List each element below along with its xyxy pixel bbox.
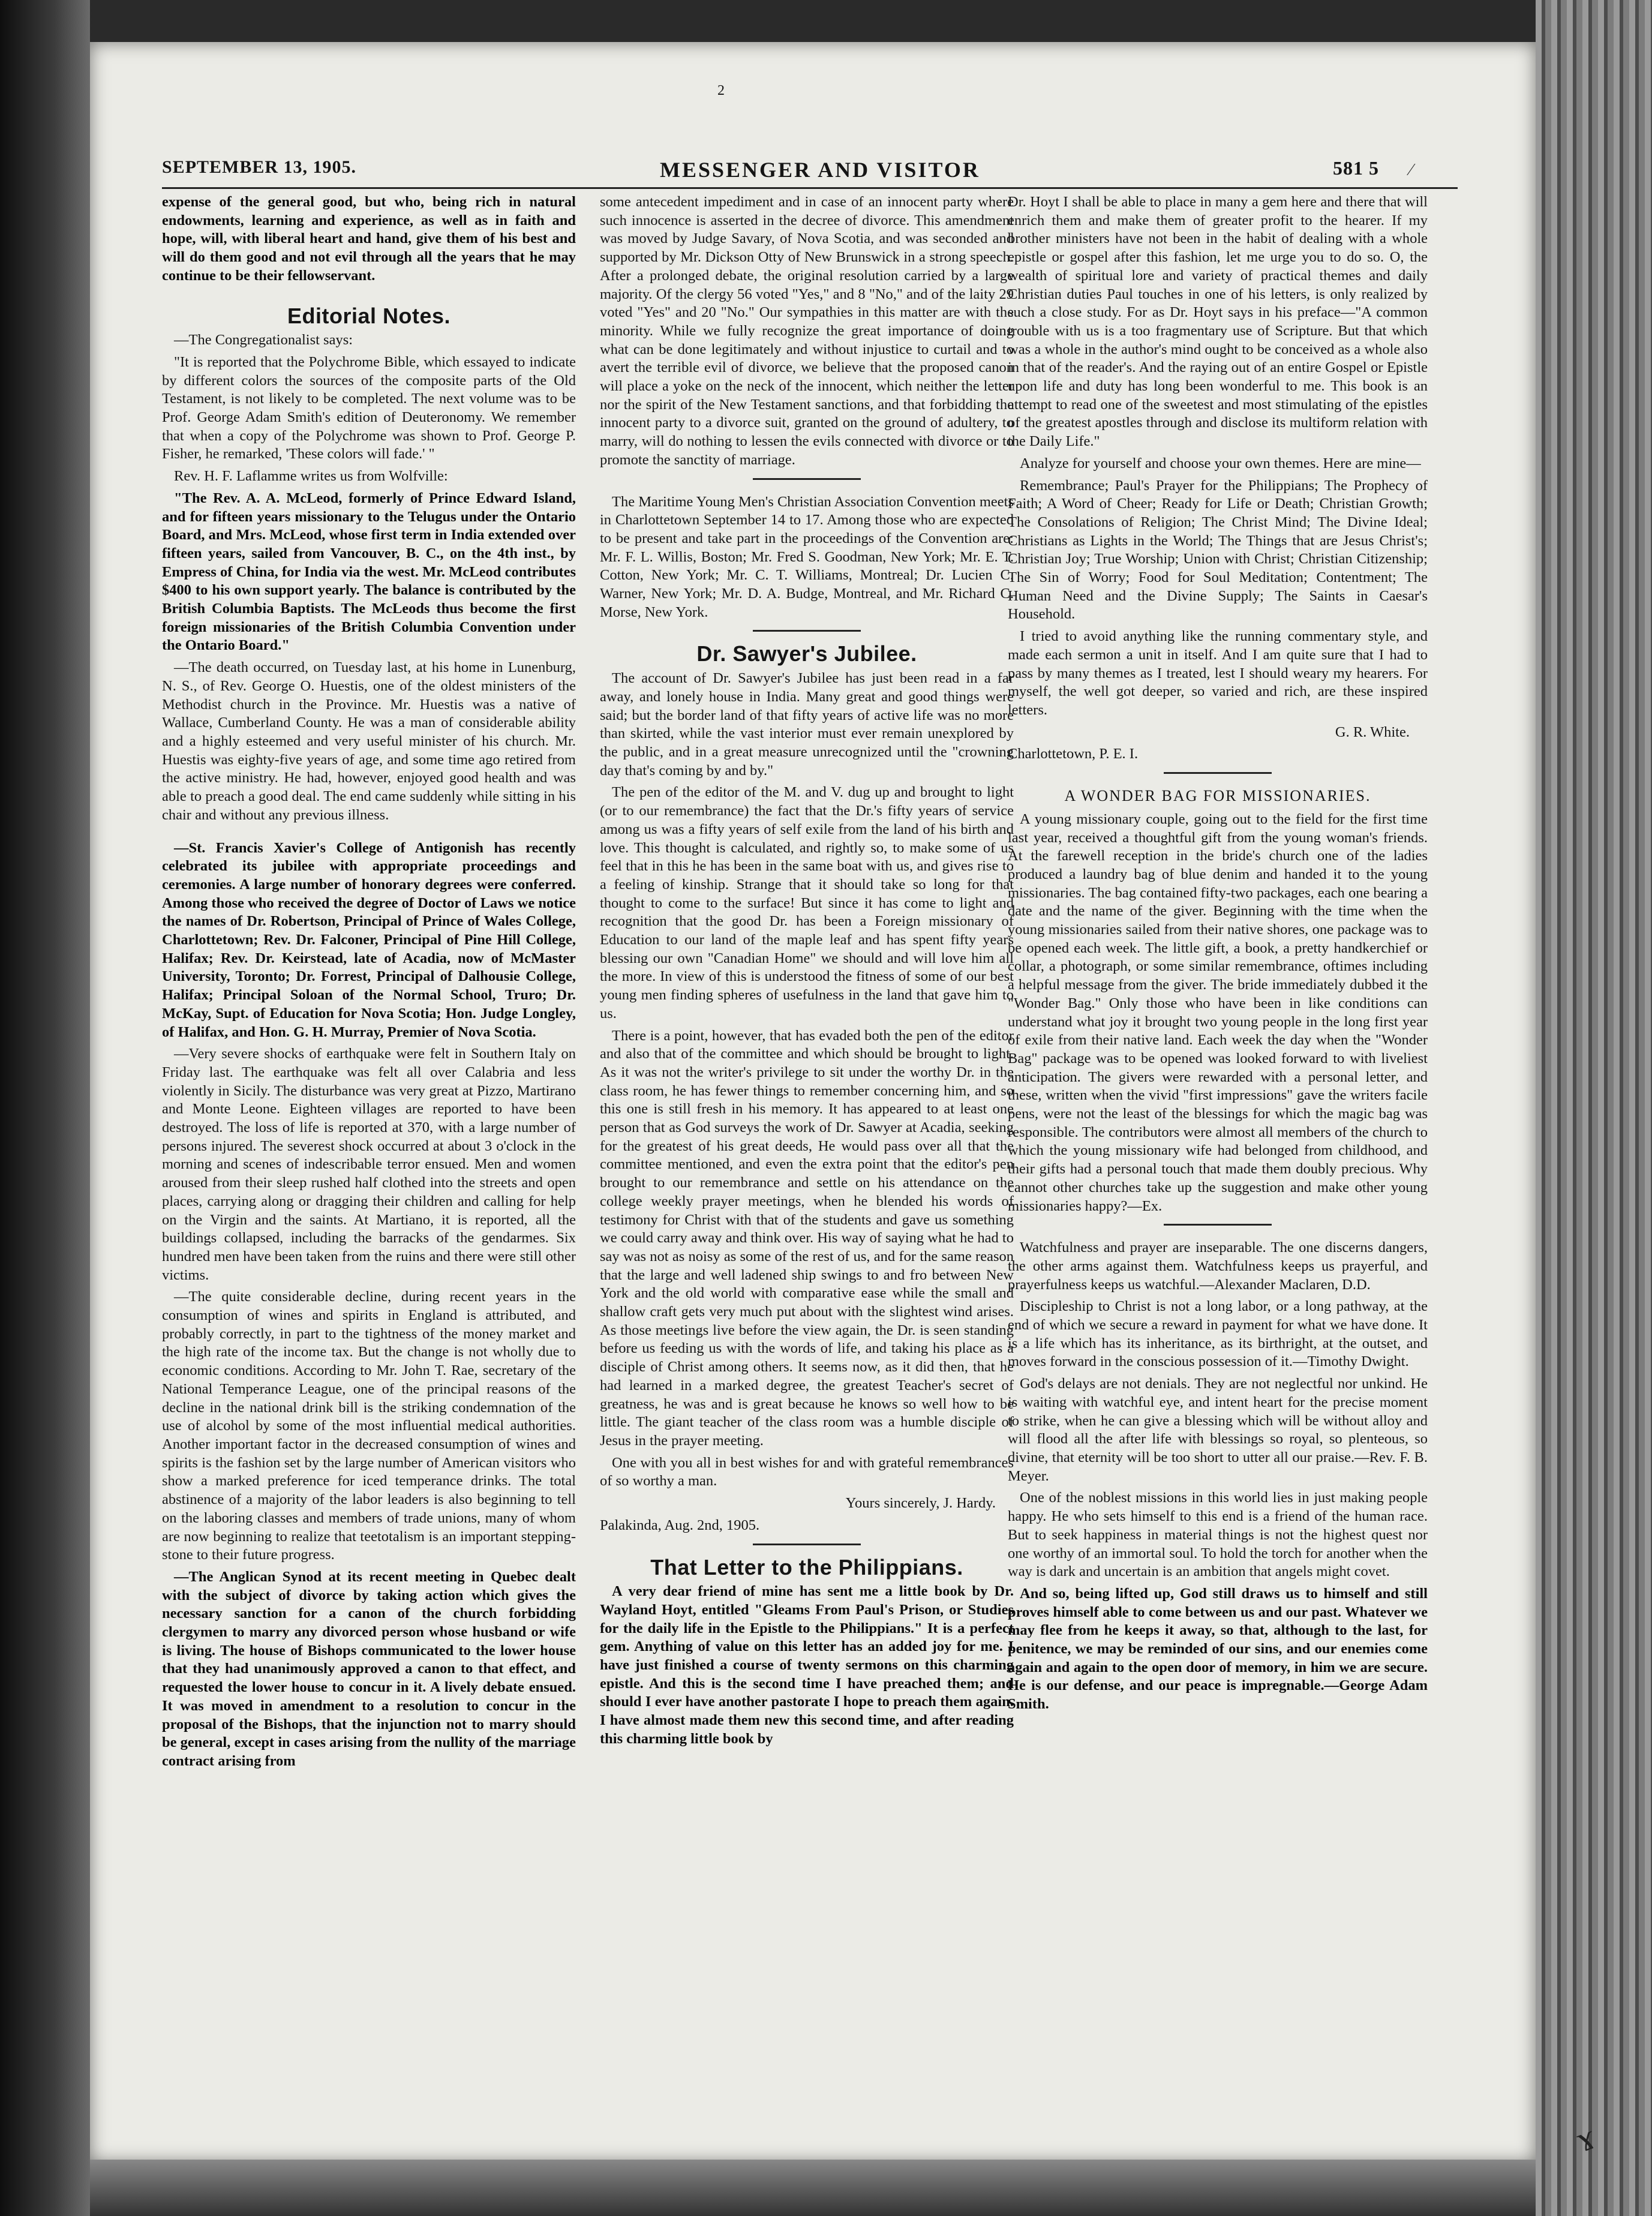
paragraph: Analyze for yourself and choose your own themes. Here are mine— [1020, 455, 1421, 472]
section-divider [753, 478, 861, 480]
paragraph: —Very severe shocks of earthquake were felt in Southern Italy on Friday last. The earthquake was felt all over Calabria and less violently in Sicily. The disturbance was very great at Pizzo, Martirano and Monte Leone. Eighteen villages are reported to have been destroyed. The loss of life is reported at 370, with a large number of persons injured. The severest shock occurred at about 3 o'clock in the morning and scenes of indescribable terror ensued. Men and women aroused from their sleep rushed half clothed into the streets and open places, carrying along or dragging their children and calling for help on the Virgin and the saints. At Martiano, it is reported, all the buildings collapsed, including the barracks of the gendarmes. Six hundred men have been taken from the ruins and there were still other victims. [162, 1046, 576, 1283]
column-1 [162, 193, 576, 1774]
paragraph: A young missionary couple, going out to the field for the first time last year, received a thoughtful gift from the young woman's friends. At the farewell reception in the bride's church one of the ladies produced a laundry bag of blue denim and handed it to the young missionaries. The bag contained fifty-two packages, each one bearing a date and the name of the giver. Beginning with the time when the young missionaries sailed from their native shores, one package was to be opened each week. The little gift, a book, a pretty handkerchief or collar, a photograph, or some similar remembrance, oftimes including a helpful message from the giver. The bride immediately dubbed it the "Wonder Bag." Only those who have been in like conditions can understand what joy it brought two young people in the long first year of exile from their native land. Each week the day when the "Wonder Bag" package was to be opened was looked forward to with liveliest anticipation. The givers were rewarded with a personal letter, and these, written when the vivid "first impressions" gave the writers facile pens, were not the least of the blessings for which the magic bag was responsible. The contributors were almost all members of the church to which the young missionary wife had belonged from childhood, and their gifts had a personal touch that made them doubly precious. Why cannot other churches take up the suggestion and make other young missionaries happy?—Ex. [1008, 810, 1428, 1214]
paragraph: —The Anglican Synod at its recent meeting in Quebec dealt with the subject of divorce by taking action which gives the necessary sanction for a canon of the church forbidding clergymen to marry any divorced person whose husband or wife is living. The house of Bishops communicated to the lower house that they had unanimously approved a canon to that effect, and requested the lower house to concur in it. A lively debate ensued. It was moved in amendment to a resolution to concur in the proposal of the Bishops, that the injunction not to marry should be general, except in cases arising from the nullity of the marriage contract arising from [162, 1568, 576, 1769]
paragraph: Dr. Hoyt I shall be able to place in many a gem here and there that will enrich them and make them of greater profit to the hearer. If my brother ministers have not been in the habit of dealing with a whole epistle or gospel after this fashion, let me urge you to do so. O, the wealth of spiritual lore and variety of practical themes and daily Christian duties Paul touches in one of his letters, is only realized by such a close study. For as Dr. Hoyt says in his preface—"A common trouble with us is a too fragmentary use of Scripture. But that which was a whole in the author's mind ought to be conceived as a whole also in that of the reader's. And the raying out of an entire Gospel or Epistle upon life and duty has long been wonderful to me. This book is an attempt to read one of the sweetest and most stimulating of the epistles of the greatest apostles through and disclose its multiform relation with the Daily Life." [1008, 194, 1428, 450]
paragraph: The pen of the editor of the M. and V. dug up and brought to light (or to our remembrance) the fact that the Dr.'s fifty years of service among us was a fifty years of self exile from the land of his birth and love. This thought is calculated, and rightly so, to make some of us feel that in this he has been in the same boat with us, and gives rise to a feeling of kinship. Strange that it should take so long for that thought to come to the surface! But since it has come to light and recognition that the good Dr. has been a Foreign missionary of Education to our land of the maple leaf and has spent fifty years blessing our own "Canadian Home" we should and will love him all the more. In view of this is understood the fitness of some of our best young men finding spheres of usefulness in the land that gave him to us. [600, 784, 1014, 1022]
paragraph: God's delays are not denials. They are not neglectful nor unkind. He is waiting with watchful eye, and intent heart for the precise moment to strike, when he can give a blessing which will be without alloy and will flood all the after life with blessings so royal, so plenteous, so divine, that eternity will be too short to utter all our praise.—Rev. F. B. Meyer. [1008, 1376, 1428, 1484]
paragraph: Rev. H. F. Laflamme writes us from Wolfville: [174, 468, 448, 485]
header-title: MESSENGER AND VISITOR [660, 158, 980, 182]
section-heading-wonder-bag: A WONDER BAG FOR MISSIONARIES. [1064, 787, 1371, 805]
dateline: Charlottetown, P. E. I. [1008, 746, 1139, 762]
paragraph: —The quite considerable decline, during recent years in the consumption of wines and spirits in England is attributed, and probably correctly, in part to the tightness of the money market and the high rate of the income tax. But the change is not wholly due to economic conditions. According to Mr. John T. Rae, secretary of the National Temperance League, one of the principal reasons of the decline in the national drink bill is the striking condemnation of the use of alcohol by some of the most influential medical authorities. Another important factor in the decreased consumption of wines and spirits is the fashion set by the large number of American visitors who show a marked preference for iced temperance drinks. The total abstinence of a majority of the labor leaders is also beginning to tell on the laboring classes and members of trade unions, many of whom are now beginning to realize that teetotalism is an important stepping-stone to their future progress. [162, 1289, 576, 1563]
scan-edge-bottom [90, 2160, 1536, 2216]
paragraph: "The Rev. A. A. McLeod, formerly of Prince Edward Island, and for fifteen years missionary to the Telugus under the Ontario Board, and Mrs. McLeod, whose first term in India extended over fifteen years, sailed from Vancouver, B. C., on the 4th inst., by Empress of China, for India via the west. Mr. McLeod contributes $400 to his own support yearly. The balance is contributed by the British Columbia Baptists. The McLeods thus become the first foreign missionaries of the British Columbia Convention under the Ontario Board." [162, 490, 576, 654]
handwritten-mark-icon: ɤ [1571, 2116, 1600, 2160]
scan-edge-top [90, 0, 1536, 42]
page-mark: 2 [717, 83, 725, 98]
column-2 [600, 193, 1014, 1752]
paragraph: —The death occurred, on Tuesday last, at his home in Lunenburg, N. S., of Rev. George O. Huestis, one of the oldest ministers of the Methodist church in the Province. Mr. Huestis was a native of Wallace, Cumberland County. He was a man of considerable ability and a highly esteemed and very useful minister of his church. Mr. Huestis was eighty-five years of age, and some time ago retired from the active ministry. He had, however, enjoyed good health and was able to preach a good deal. The end came suddenly while sitting in his chair and without any previous illness. [162, 659, 576, 823]
paragraph: The account of Dr. Sawyer's Jubilee has just been read in a far away, and lonely house in India. Many great and good things were said; but the border land of that fifty years of active life was no more than skirted, while the vast interior must ever remain unexplored by the public, and in a great measure unrecognized until the "crowning day that's coming by and by." [600, 670, 1014, 779]
paragraph: There is a point, however, that has evaded both the pen of the editor and also that of the committee and which should be brought to light. As it was not the writer's privilege to sit under the worthy Dr. in the class room, he has fewer things to remember concerning him, and so this one is still fresh in his memory. It has appeared to at least one person that as God surveys the work of Dr. Sawyer at Acadia, seeking for the greatest of his great deeds, He would pass over all that the committee mentioned, and even the extra point that the editor's pen brought to our remembrance and settle on his attendance on the college weekly prayer meetings, when he blended his words of testimony for Christ with that of the students and gave us something we could carry away and think over. His way of saying what he had to say was not as noisy as some of the rest of us, and for the same reason that the large and well ladened ship swings to and fro between New York and the old world with comparative ease while the small and shallow craft gets very much put about with the slightest wind arises. As those meetings live before the view again, the Dr. is seen standing before us feeding us with the words of life, and taking his place as a disciple of Christ among others. It seems now, as it did then, that he had learned in a marked degree, the greatest Teacher's secret of greatness, he was and is great because he knows so well how to be little. The giant teacher of the class room was a humble disciple of Jesus in the prayer meeting. [600, 1027, 1014, 1449]
paragraph: Discipleship to Christ is not a long labor, or a long pathway, at the end of which we secure a reward in payment for what we have done. It is a life which has its inheritance, as its birthright, at the outset, and moves forward in the conscious possession of it.—Timothy Dwight. [1008, 1298, 1428, 1370]
paragraph: I tried to avoid anything like the running commentary style, and made each sermon a unit in itself. And I am quite sure that I had to pass by many themes as I treated, lest I should weary my hearers. For myself, the well got deeper, so varied and rich, are these inspired letters. [1008, 628, 1428, 718]
column-3 [1008, 193, 1428, 1717]
section-heading-editorial-notes: Editorial Notes. [287, 303, 451, 328]
section-heading-sawyers-jubilee: Dr. Sawyer's Jubilee. [696, 641, 917, 666]
header-date: SEPTEMBER 13, 1905. [162, 157, 357, 177]
section-divider [753, 630, 861, 632]
pen-mark-icon: ⁄ [1410, 161, 1413, 179]
scan-edge-right [1536, 0, 1652, 2216]
header-page-number: 581 5 [1333, 157, 1379, 179]
section-heading-letter-to-philippians: That Letter to the Philippians. [650, 1554, 963, 1580]
paragraph: expense of the general good, but who, being rich in natural endowments, learning and experience, as well as in faith and hope, will, with liberal heart and hand, give them of his best and will do them good and not evil through all the years that he may continue to be their fellowservant. [162, 194, 576, 284]
signature: Yours sincerely, J. Hardy. [845, 1495, 996, 1512]
header-rule [162, 187, 1458, 189]
scan-edge-left [0, 0, 90, 2216]
section-divider [753, 1544, 861, 1545]
paragraph: A very dear friend of mine has sent me a little book by Dr. Wayland Hoyt, entitled "Gleams From Paul's Prison, or Studies for the daily life in the Epistle to the Philippians." It is a perfect gem. Anything of value on this letter has an added joy for me. I have just finished a course of twenty sermons on this charming epistle. And this is the second time I have preached them; and should I ever have another pastorate I hope to preach them again. I have almost made them new this second time, and after reading this charming little book by [600, 1583, 1014, 1747]
dateline: Palakinda, Aug. 2nd, 1905. [600, 1517, 760, 1533]
section-divider [1164, 1224, 1272, 1226]
paragraph: some antecedent impediment and in case of an innocent party where such innocence is asserted in the decree of divorce. This amendment was moved by Judge Savary, of Nova Scotia, and was seconded and supported by Mr. Dickson Otty of New Brunswick in a strong speech. After a prolonged debate, the original resolution carried by a large majority. Of the clergy 56 voted "Yes," and 8 "No," and of the laity 29 voted "Yes" and 20 "No." Our sympathies in this matter are with the minority. While we fully recognize the great importance of doing what can be done legitimately and without injustice to curtail and to avert the terrible evil of divorce, we believe that the proposed canon will place a yoke on the neck of the innocent, which neither the letter nor the spirit of the New Testament sanctions, and that forbidding the innocent party to a divorce suit, granted on the ground of adultery, to marry, will do nothing to lessen the evils connected with divorce or to promote the sanctity of marriage. [600, 194, 1014, 468]
paragraph: —The Congregationalist says: [174, 332, 353, 349]
paragraph: And so, being lifted up, God still draws us to himself and still proves himself able to come between us and our past. Whatever we may flee from he keeps it away, so that, although to the last, for penitence, we may be reminded of our sins, and our enemies come again and again to the open door of memory, in him we are secure. He is our defense, and our peace is impregnable.—George Adam Smith. [1008, 1585, 1428, 1713]
paragraph: "It is reported that the Polychrome Bible, which essayed to indicate by different colors the sources of the composite parts of the Old Testament, is not likely to be completed. The next volume was to be Prof. George Adam Smith's edition of Deuteronomy. We remember that when a copy of the Polychrome was shown to Prof. George P. Fisher, he remarked, 'These colors will fade.' " [162, 353, 576, 463]
paragraph: —St. Francis Xavier's College of Antigonish has recently celebrated its jubilee with appropriate proceedings and ceremonies. A large number of honorary degrees were conferred. Among those who received the degree of Doctor of Laws we notice the names of Dr. Robertson, Principal of Prince of Wales College, Charlottetown; Rev. Dr. Falconer, Principal of Pine Hill College, Halifax; Rev. Dr. Keirstead, late of Acadia, now of McMaster University, Toronto; Dr. Forrest, Principal of Dalhousie College, Halifax; Principal Soloan of the Normal School, Truro; Dr. McKay, Supt. of Education for Nova Scotia; Hon. Judge Longley, of Halifax, and Hon. G. H. Murray, Premier of Nova Scotia. [162, 839, 576, 1040]
paragraph: One of the noblest missions in this world lies in just making people happy. He who sets himself to this end is a friend of the human race. But to seek happiness in material things is not the highest quest nor one worthy of an immortal soul. To hold the torch for another when the way is dark and uncertain is an ambition that angels might covet. [1008, 1490, 1428, 1580]
paragraph: The Maritime Young Men's Christian Association Convention meets in Charlottetown September 14 to 17. Among those who are expected to be present and take part in the proceedings of the Convention are: Mr. F. L. Willis, Boston; Mr. Fred S. Goodman, New York; Mr. E. T. Cotton, New York; Mr. C. T. Williams, Montreal; Dr. Lucien C. Warner, New York; Mr. D. A. Budge, Montreal, and Mr. Richard C. Morse, New York. [600, 493, 1014, 620]
paragraph: One with you all in best wishes for and with grateful remembrances of so worthy a man. [600, 1454, 1014, 1490]
paragraph: Watchfulness and prayer are inseparable. The one discerns dangers, the other arms against them. Watchfulness keeps us prayerful, and prayerfulness keeps us watchful.—Alexander Maclaren, D.D. [1008, 1239, 1428, 1293]
signature: G. R. White. [1335, 723, 1410, 740]
paragraph: Remembrance; Paul's Prayer for the Philippians; The Prophecy of Faith; A Word of Cheer; Ready for Life or Death; Christian Growth; The Consolations of Religion; The Christ Mind; The Divine Ideal; Christians as Lights in the World; The Things that are Jesus Christ's; Christian Joy; True Worship; Union with Christ; Christian Citizenship; The Sin of Worry; Food for Soul Meditation; Contentment; The Human Need and the Divine Supply; The Saints in Caesar's Household. [1008, 477, 1428, 623]
section-divider [1164, 772, 1272, 774]
